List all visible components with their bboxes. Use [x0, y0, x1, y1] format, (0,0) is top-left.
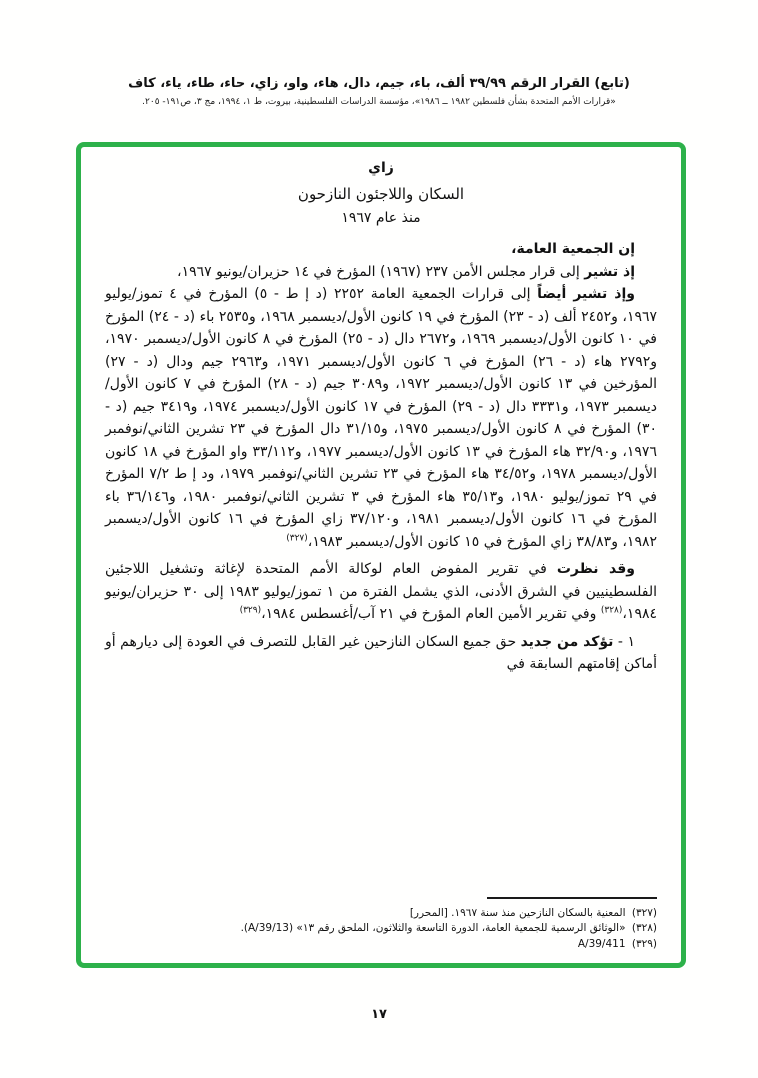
footnote-ref-328: (٣٢٨): [600, 605, 623, 616]
footnote-marker: (٣٢٨): [631, 922, 657, 934]
footnote-area: [105, 897, 657, 953]
footnote-text: المعنية بالسكان النازحين منذ سنة ١٩٦٧. [المحرر]: [409, 906, 626, 919]
document-header: [30, 76, 728, 107]
preamble-recalling-also: [105, 283, 657, 553]
footnote-328: [105, 921, 657, 937]
paragraph-text: إلى قرار مجلس الأمن ٢٣٧ (١٩٦٧) المؤرخ في ١٤ حزيران/يونيو ١٩٦٧،: [177, 263, 585, 280]
preamble-recalling: [105, 261, 657, 284]
header-source-citation: «قرارات الأمم المتحدة بشأن فلسطين ١٩٨٢ ــ ١٩٨٦»، مؤسسة الدراسات الفلسطينية، بيروت، ط ١، ١٩٩٤، مج ٣، ص١٩١- ٢٠٥.: [142, 97, 616, 107]
page-number: ١٧: [371, 1007, 387, 1022]
preamble-opening: [105, 238, 657, 261]
section-part-letter: زاي: [368, 160, 394, 176]
preamble-having-considered: [105, 558, 657, 626]
paragraph-lead: تؤكد من جديد: [520, 633, 614, 650]
footnotes-list: [105, 906, 657, 953]
footnote-329: [105, 937, 657, 953]
footnote-text: A/39/411: [577, 937, 626, 950]
paragraph-text: في تقرير المفوض العام لوكالة الأمم المتحدة لإغاثة وتشغيل اللاجئين الفلسطينيين في الشرق الأدنى، الذي يشمل الفترة من ١ تموز/يوليو ١٩٨٣ إلى ٣٠ حزيران/يونيو ١٩٨٤،: [105, 561, 658, 622]
header-resolution-title: (تابع) القرار الرقم ٣٩/٩٩ ألف، باء، جيم، دال، هاء، واو، زاي، حاء، طاء، ياء، كاف: [128, 76, 630, 91]
section-title: السكان واللاجئون النازحون: [297, 185, 465, 203]
resolution-body: [105, 238, 657, 676]
paragraph-text: وفي تقرير الأمين العام المؤرخ في ٢١ آب/أغسطس ١٩٨٤،: [261, 606, 601, 622]
footnote-text: «الوثائق الرسمية للجمعية العامة، الدورة التاسعة والثلاثون، الملحق رقم ١٣» (A/39/13).: [240, 922, 626, 934]
paragraph-lead: وقد نظرت: [556, 561, 635, 577]
paragraph-text: حق جميع السكان النازحين غير القابل للتصرف في العودة إلى ديارهم أو أماكن إقامتهم السابقة في: [105, 633, 657, 672]
footnote-marker: (٣٢٧): [631, 906, 657, 919]
footnote-ref-329: (٣٢٩): [239, 605, 262, 616]
footnote-marker: (٣٢٩): [631, 937, 657, 950]
content-border-box: [76, 142, 686, 968]
footnote-327: [105, 906, 657, 922]
paragraph-number: ١ -: [613, 633, 635, 650]
paragraph-lead: إذ تشير: [584, 263, 635, 280]
paragraph-text: إلى قرارات الجمعية العامة ٢٢٥٢ (د إ ط - ٥) المؤرخ في ٤ تموز/يوليو ١٩٦٧، و٢٤٥٢ ألف (د - ٢٣) المؤرخ في ١٩ كانون الأول/ديسمبر ١٩٦٨، و٢٥٣٥ باء (د - ٢٤) المؤرخ في ١٠ كانون الأول/ديسمبر ١٩٦٩، و٢٦٧٢ دال (د - ٢٥) المؤرخ في ٨ كانون الأول/ديسمبر ١٩٧٠، و٢٧٩٢ هاء (د - ٢٦) المؤرخ في ٦ كانون الأول/ديسمبر ١٩٧١، و٢٩٦٣ جيم ودال (د - ٢٧) المؤرخين في ١٣ كانون الأول/ديسمبر ١٩٧٢، و٣٠٨٩ جيم (د - ٢٨) المؤرخ في ٧ كانون الأول/ديسمبر ١٩٧٣، و٣٣٣١ دال (د - ٢٩) المؤرخ في ١٧ كانون الأول/ديسمبر ١٩٧٤، و٣٤١٩ جيم (د - ٣٠) المؤرخ في ٨ كانون الأول/ديسمبر ١٩٧٥، و٣١/١٥ دال المؤرخ في ٢٣ تشرين الثاني/نوفمبر ١٩٧٦، و٣٢/٩٠ هاء المؤرخ في ١٣ كانون الأول/ديسمبر ١٩٧٧، و٣٣/١١٢ واو المؤرخ في ١٨ كانون الأول/ديسمبر ١٩٧٨، و٣٤/٥٢ هاء المؤرخ في ٢٣ تشرين الثاني/نوفمبر ١٩٧٩، ود إ ط ٧/٢ المؤرخ في ٢٩ تموز/يوليو ١٩٨٠، و٣٥/١٣ هاء المؤرخ في ٣ تشرين الثاني/نوفمبر ١٩٨٠، و٣٦/١٤٦ باء المؤرخ في ١٦ كانون الأول/ديسمبر ١٩٨١، و٣٧/١٢٠ زاي المؤرخ في ١٦ كانون الأول/ديسمبر ١٩٨٢، و٣٨/٨٣ زاي المؤرخ في ١٥ كانون الأول/ديسمبر ١٩٨٣،: [105, 286, 658, 550]
paragraph-lead: وإذ تشير أيضاً: [537, 286, 635, 302]
footnote-separator: [487, 897, 657, 899]
footnote-ref-327: (٣٢٧): [286, 532, 308, 543]
section-subtitle: منذ عام ١٩٦٧: [341, 210, 421, 226]
operative-paragraph-1: [105, 631, 657, 676]
paragraph-lead: إن الجمعية العامة،: [511, 241, 635, 257]
